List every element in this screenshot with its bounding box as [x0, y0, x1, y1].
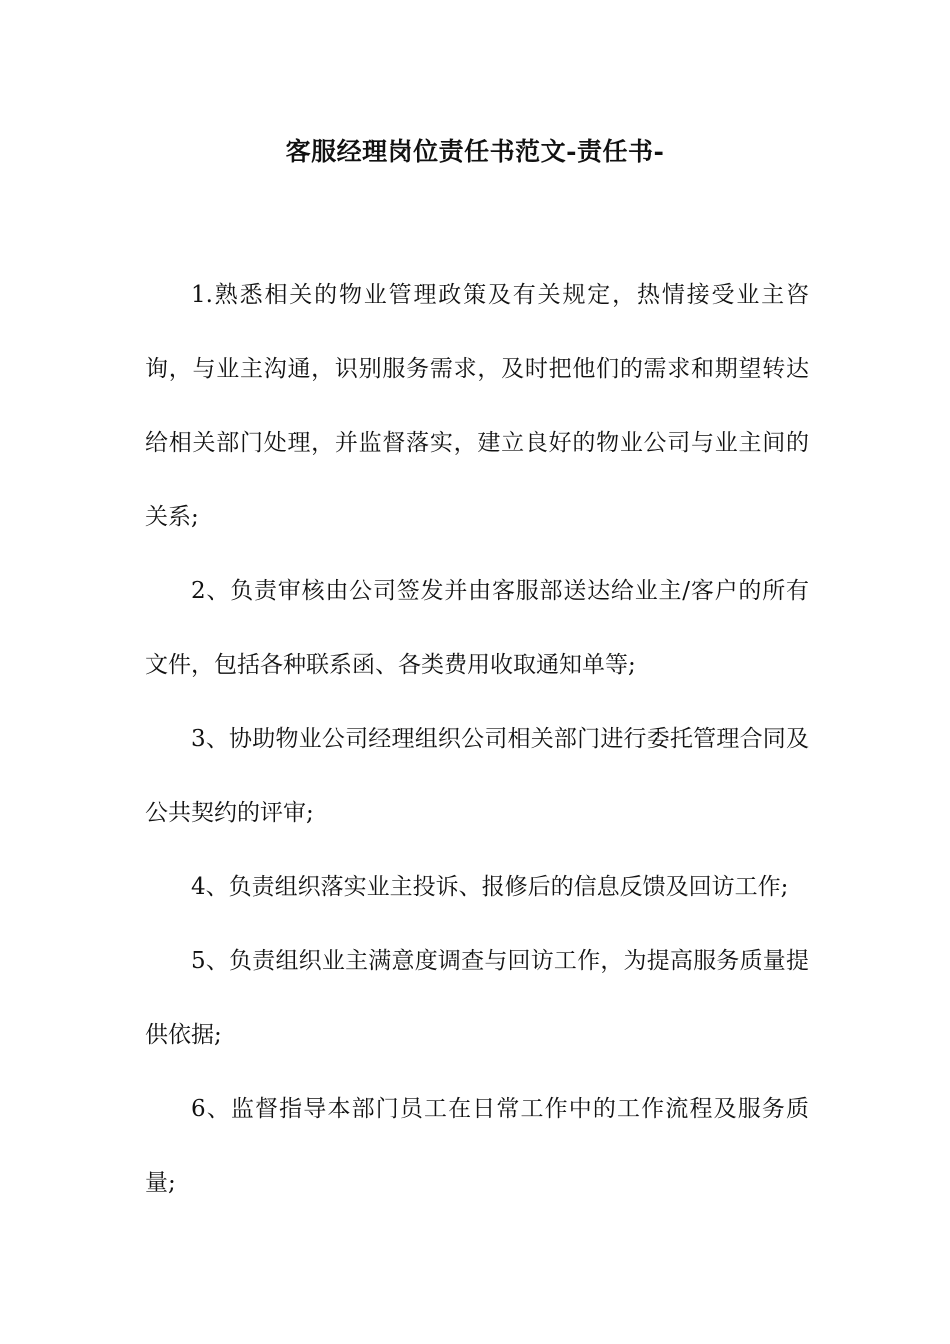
paragraph-5: 5、负责组织业主满意度调查与回访工作，为提高服务质量提供依据; — [145, 948, 809, 1048]
paragraph-6: 6、监督指导本部门员工在日常工作中的工作流程及服务质量; — [145, 1096, 809, 1196]
document-title: 客服经理岗位责任书范文-责任书- — [285, 137, 665, 166]
paragraph-2: 2、负责审核由公司签发并由客服部送达给业主/客户的所有文件，包括各种联系函、各类费用收取通知单等; — [145, 578, 809, 678]
paragraph-3: 3、协助物业公司经理组织公司相关部门进行委托管理合同及公共契约的评审; — [145, 726, 809, 826]
document-body — [145, 258, 809, 1220]
paragraph-1: 1.熟悉相关的物业管理政策及有关规定，热情接受业主咨询，与业主沟通，识别服务需求，及时把他们的需求和期望转达给相关部门处理，并监督落实，建立良好的物业公司与业主间的关系; — [145, 282, 809, 530]
paragraph-4: 4、负责组织落实业主投诉、报修后的信息反馈及回访工作; — [191, 874, 789, 900]
